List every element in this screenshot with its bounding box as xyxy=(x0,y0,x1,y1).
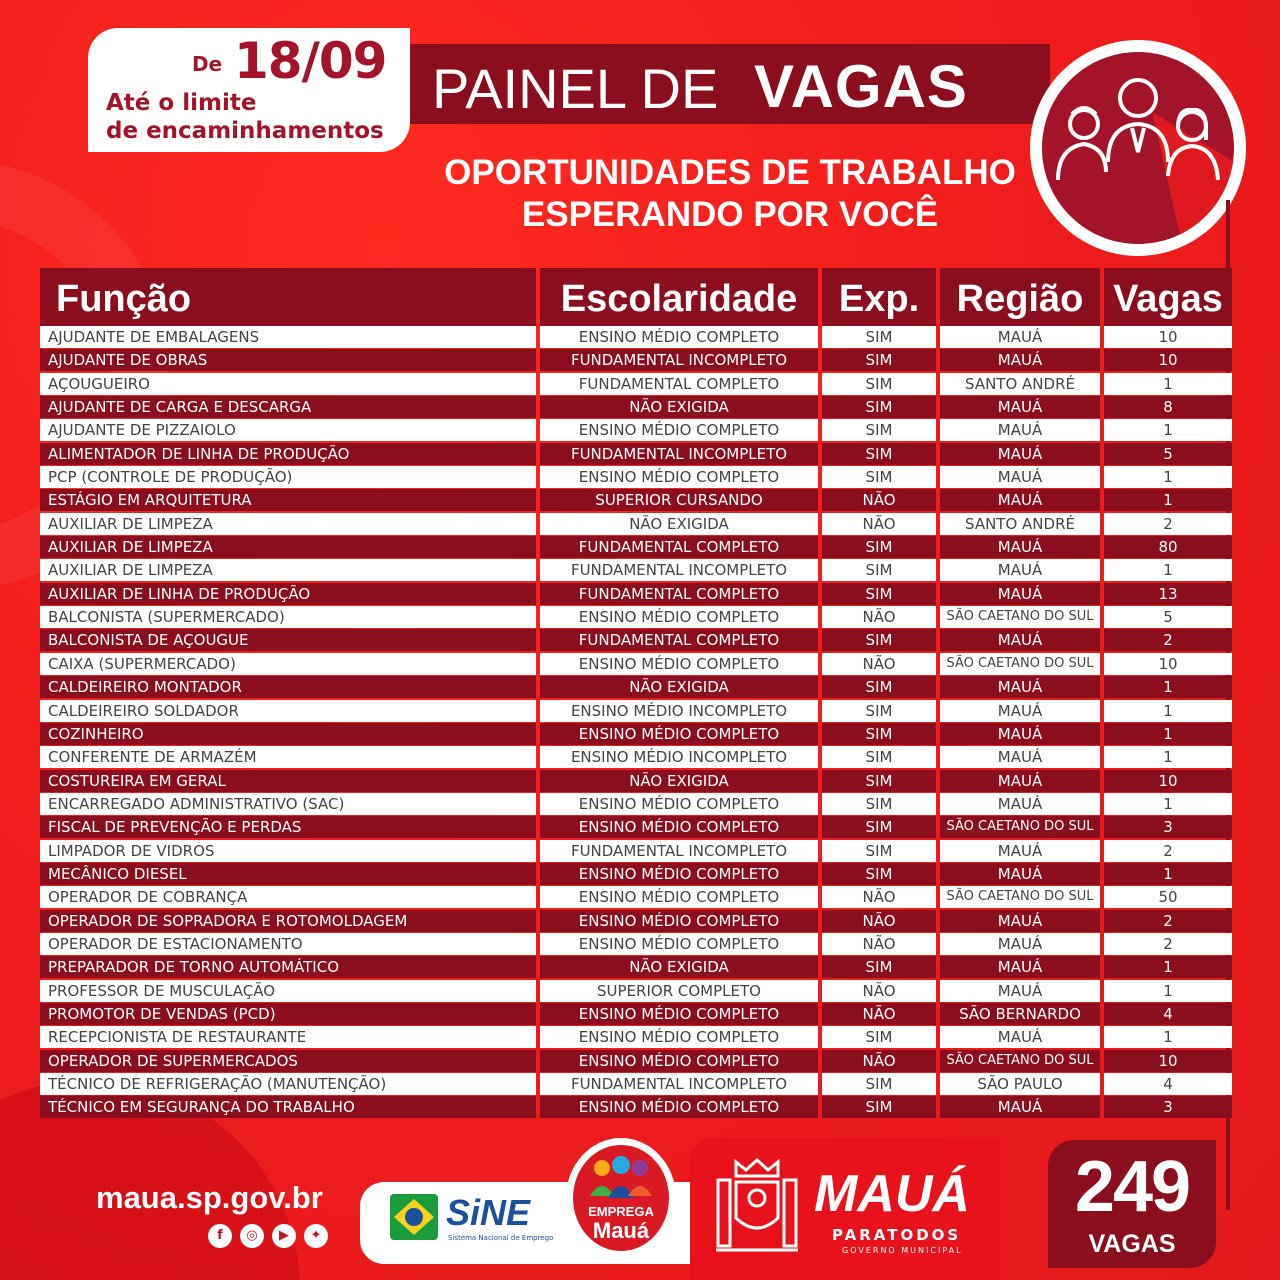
cell-regiao: MAUÁ xyxy=(940,583,1100,605)
cell-funcao: BALCONISTA DE AÇOUGUE xyxy=(40,629,536,651)
cell-vagas: 10 xyxy=(1104,349,1232,371)
cell-funcao: FISCAL DE PREVENÇÃO E PERDAS xyxy=(40,816,536,838)
table-row xyxy=(40,513,1232,536)
cell-funcao: AJUDANTE DE OBRAS xyxy=(40,349,536,371)
table-row xyxy=(40,653,1232,676)
cell-exp: SIM xyxy=(822,629,936,651)
cell-vagas: 4 xyxy=(1104,1003,1232,1025)
cell-escolaridade: FUNDAMENTAL COMPLETO xyxy=(540,583,818,605)
cell-vagas: 10 xyxy=(1104,1050,1232,1072)
cell-regiao: MAUÁ xyxy=(940,419,1100,441)
cell-escolaridade: SUPERIOR CURSANDO xyxy=(540,489,818,511)
website-url[interactable]: maua.sp.gov.br xyxy=(96,1180,323,1215)
cell-escolaridade: FUNDAMENTAL INCOMPLETO xyxy=(540,1073,818,1095)
cell-exp: NÃO xyxy=(822,1003,936,1025)
cell-escolaridade: FUNDAMENTAL COMPLETO xyxy=(540,629,818,651)
page-title xyxy=(410,44,1050,124)
youtube-icon[interactable]: ▶ xyxy=(272,1224,296,1248)
cell-funcao: AUXILIAR DE LIMPEZA xyxy=(40,513,536,535)
maua-slogan: PARATODOS xyxy=(832,1226,962,1244)
start-date: 18/09 xyxy=(234,32,387,90)
cell-exp: SIM xyxy=(822,583,936,605)
cell-vagas: 5 xyxy=(1104,443,1232,465)
table-row xyxy=(40,700,1232,723)
table-row xyxy=(40,1073,1232,1096)
title-bold: VAGAS xyxy=(754,53,968,120)
cell-vagas: 1 xyxy=(1104,700,1232,722)
table-header xyxy=(40,268,1232,326)
cell-escolaridade: FUNDAMENTAL COMPLETO xyxy=(540,373,818,395)
cell-escolaridade: ENSINO MÉDIO COMPLETO xyxy=(540,466,818,488)
cell-regiao: SÃO PAULO xyxy=(940,1073,1100,1095)
cell-funcao: PROMOTOR DE VENDAS (PCD) xyxy=(40,1003,536,1025)
table-row xyxy=(40,536,1232,559)
title-light: PAINEL DE xyxy=(432,57,719,120)
cell-funcao: AJUDANTE DE PIZZAIOLO xyxy=(40,419,536,441)
cell-funcao: CALDEIREIRO SOLDADOR xyxy=(40,700,536,722)
table-row xyxy=(40,419,1232,442)
cell-regiao: MAUÁ xyxy=(940,980,1100,1002)
cell-funcao: OPERADOR DE ESTACIONAMENTO xyxy=(40,933,536,955)
cell-funcao: CAIXA (SUPERMERCADO) xyxy=(40,653,536,675)
column-header-exp: Exp. xyxy=(822,268,936,326)
cell-vagas: 4 xyxy=(1104,1073,1232,1095)
cell-escolaridade: ENSINO MÉDIO COMPLETO xyxy=(540,933,818,955)
instagram-icon[interactable]: ◎ xyxy=(240,1224,264,1248)
table-row xyxy=(40,373,1232,396)
cell-regiao: MAUÁ xyxy=(940,933,1100,955)
cell-funcao: ENCARREGADO ADMINISTRATIVO (SAC) xyxy=(40,793,536,815)
maua-wordmark: MAUÁ xyxy=(814,1165,970,1223)
table-body xyxy=(40,326,1232,1120)
cell-regiao: MAUÁ xyxy=(940,396,1100,418)
cell-vagas: 8 xyxy=(1104,396,1232,418)
cell-escolaridade: FUNDAMENTAL INCOMPLETO xyxy=(540,840,818,862)
total-label: VAGAS xyxy=(1088,1230,1176,1258)
cell-exp: NÃO xyxy=(822,886,936,908)
sine-wordmark: SiNE xyxy=(446,1192,531,1233)
column-header-vagas: Vagas xyxy=(1104,268,1232,326)
cell-funcao: CONFERENTE DE ARMAZÉM xyxy=(40,746,536,768)
table-row xyxy=(40,1096,1232,1119)
brazil-flag-icon xyxy=(390,1194,438,1240)
cell-exp: SIM xyxy=(822,1026,936,1048)
cell-vagas: 1 xyxy=(1104,559,1232,581)
cell-regiao: SÃO CAETANO DO SUL xyxy=(940,1050,1100,1072)
cell-vagas: 50 xyxy=(1104,886,1232,908)
cell-vagas: 10 xyxy=(1104,770,1232,792)
cell-regiao: MAUÁ xyxy=(940,349,1100,371)
cell-regiao: MAUÁ xyxy=(940,863,1100,885)
cell-regiao: MAUÁ xyxy=(940,746,1100,768)
cell-exp: SIM xyxy=(822,443,936,465)
emprega-label: Mauá xyxy=(592,1218,650,1243)
emprega-maua-logo xyxy=(566,1138,676,1258)
people-icon xyxy=(588,1156,654,1202)
table-row xyxy=(40,746,1232,769)
cell-funcao: CALDEIREIRO MONTADOR xyxy=(40,676,536,698)
cell-exp: SIM xyxy=(822,746,936,768)
city-crest-icon xyxy=(714,1158,800,1258)
cell-vagas: 2 xyxy=(1104,629,1232,651)
cell-regiao: MAUÁ xyxy=(940,536,1100,558)
table-row xyxy=(40,559,1232,582)
cell-funcao: ALIMENTADOR DE LINHA DE PRODUÇÃO xyxy=(40,443,536,465)
cell-regiao: MAUÁ xyxy=(940,1026,1100,1048)
cell-escolaridade: NÃO EXIGIDA xyxy=(540,396,818,418)
cell-funcao: COZINHEIRO xyxy=(40,723,536,745)
cell-exp: SIM xyxy=(822,466,936,488)
cell-exp: SIM xyxy=(822,863,936,885)
cell-vagas: 1 xyxy=(1104,419,1232,441)
table-row xyxy=(40,886,1232,909)
table-row xyxy=(40,676,1232,699)
cell-exp: SIM xyxy=(822,816,936,838)
table-row xyxy=(40,349,1232,372)
cell-funcao: PREPARADOR DE TORNO AUTOMÁTICO xyxy=(40,956,536,978)
cell-exp: SIM xyxy=(822,349,936,371)
cell-escolaridade: ENSINO MÉDIO COMPLETO xyxy=(540,653,818,675)
cell-exp: SIM xyxy=(822,373,936,395)
table-row xyxy=(40,816,1232,839)
workers-icon xyxy=(1042,52,1234,244)
cell-funcao: PROFESSOR DE MUSCULAÇÃO xyxy=(40,980,536,1002)
cell-funcao: BALCONISTA (SUPERMERCADO) xyxy=(40,606,536,628)
cell-funcao: AÇOUGUEIRO xyxy=(40,373,536,395)
sine-tagline: Sistema Nacional de Emprego xyxy=(448,1234,554,1242)
cell-funcao: COSTUREIRA EM GERAL xyxy=(40,770,536,792)
cell-vagas: 3 xyxy=(1104,816,1232,838)
cell-regiao: MAUÁ xyxy=(940,629,1100,651)
cell-regiao: SÃO CAETANO DO SUL xyxy=(940,653,1100,675)
cell-escolaridade: ENSINO MÉDIO COMPLETO xyxy=(540,886,818,908)
cell-regiao: SÃO BERNARDO xyxy=(940,1003,1100,1025)
cell-exp: NÃO xyxy=(822,606,936,628)
cell-escolaridade: FUNDAMENTAL INCOMPLETO xyxy=(540,349,818,371)
cell-funcao: TÉCNICO EM SEGURANÇA DO TRABALHO xyxy=(40,1096,536,1118)
table-row xyxy=(40,910,1232,933)
cell-exp: SIM xyxy=(822,1073,936,1095)
social-links xyxy=(208,1224,328,1248)
table-row xyxy=(40,980,1232,1003)
table-row xyxy=(40,583,1232,606)
cell-exp: NÃO xyxy=(822,489,936,511)
cell-regiao: MAUÁ xyxy=(940,559,1100,581)
cell-exp: SIM xyxy=(822,840,936,862)
maua-logo xyxy=(690,1138,1000,1280)
page-subtitle xyxy=(420,152,1040,236)
cell-escolaridade: FUNDAMENTAL INCOMPLETO xyxy=(540,443,818,465)
cell-funcao: AJUDANTE DE EMBALAGENS xyxy=(40,326,536,348)
cell-escolaridade: ENSINO MÉDIO COMPLETO xyxy=(540,1003,818,1025)
cell-escolaridade: ENSINO MÉDIO COMPLETO xyxy=(540,326,818,348)
cell-vagas: 1 xyxy=(1104,723,1232,745)
cell-exp: SIM xyxy=(822,723,936,745)
column-header-escolaridade: Escolaridade xyxy=(540,268,818,326)
cell-exp: NÃO xyxy=(822,910,936,932)
cell-exp: NÃO xyxy=(822,1050,936,1072)
cell-escolaridade: FUNDAMENTAL INCOMPLETO xyxy=(540,559,818,581)
cell-regiao: MAUÁ xyxy=(940,466,1100,488)
cell-escolaridade: ENSINO MÉDIO COMPLETO xyxy=(540,910,818,932)
cell-regiao: SÃO CAETANO DO SUL xyxy=(940,606,1100,628)
cell-funcao: TÉCNICO DE REFRIGERAÇÃO (MANUTENÇÃO) xyxy=(40,1073,536,1095)
twitter-icon[interactable]: ✦ xyxy=(304,1224,328,1248)
table-row xyxy=(40,466,1232,489)
table-row xyxy=(40,326,1232,349)
cell-exp: NÃO xyxy=(822,933,936,955)
cell-vagas: 1 xyxy=(1104,956,1232,978)
cell-exp: SIM xyxy=(822,700,936,722)
cell-regiao: MAUÁ xyxy=(940,489,1100,511)
cell-vagas: 3 xyxy=(1104,1096,1232,1118)
cell-funcao: LIMPADOR DE VIDROS xyxy=(40,840,536,862)
cell-escolaridade: NÃO EXIGIDA xyxy=(540,513,818,535)
cell-exp: SIM xyxy=(822,793,936,815)
cell-vagas: 5 xyxy=(1104,606,1232,628)
cell-escolaridade: ENSINO MÉDIO INCOMPLETO xyxy=(540,700,818,722)
cell-escolaridade: ENSINO MÉDIO COMPLETO xyxy=(540,419,818,441)
cell-vagas: 2 xyxy=(1104,840,1232,862)
cell-escolaridade: ENSINO MÉDIO COMPLETO xyxy=(540,606,818,628)
cell-funcao: PCP (CONTROLE DE PRODUÇÃO) xyxy=(40,466,536,488)
cell-vagas: 1 xyxy=(1104,863,1232,885)
cell-escolaridade: ENSINO MÉDIO COMPLETO xyxy=(540,793,818,815)
cell-escolaridade: NÃO EXIGIDA xyxy=(540,956,818,978)
cell-vagas: 1 xyxy=(1104,466,1232,488)
cell-exp: SIM xyxy=(822,536,936,558)
cell-vagas: 1 xyxy=(1104,373,1232,395)
table-row xyxy=(40,1026,1232,1049)
until-text: de encaminhamentos xyxy=(106,118,384,144)
cell-regiao: SÃO CAETANO DO SUL xyxy=(940,816,1100,838)
cell-exp: SIM xyxy=(822,326,936,348)
cell-funcao: AUXILIAR DE LINHA DE PRODUÇÃO xyxy=(40,583,536,605)
column-header-regiao: Região xyxy=(940,268,1100,326)
subtitle-line: OPORTUNIDADES DE TRABALHO xyxy=(444,153,1016,192)
table-row xyxy=(40,443,1232,466)
cell-regiao: MAUÁ xyxy=(940,770,1100,792)
cell-exp: SIM xyxy=(822,396,936,418)
column-header-funcao: Função xyxy=(40,268,536,326)
cell-vagas: 1 xyxy=(1104,746,1232,768)
cell-vagas: 10 xyxy=(1104,653,1232,675)
cell-exp: NÃO xyxy=(822,513,936,535)
cell-regiao: MAUÁ xyxy=(940,956,1100,978)
cell-exp: SIM xyxy=(822,770,936,792)
maua-government: GOVERNO MUNICIPAL xyxy=(842,1246,963,1255)
cell-funcao: ESTÁGIO EM ARQUITETURA xyxy=(40,489,536,511)
cell-regiao: MAUÁ xyxy=(940,840,1100,862)
cell-escolaridade: ENSINO MÉDIO COMPLETO xyxy=(540,723,818,745)
table-row xyxy=(40,396,1232,419)
cell-escolaridade: ENSINO MÉDIO COMPLETO xyxy=(540,1050,818,1072)
cell-vagas: 2 xyxy=(1104,933,1232,955)
table-row xyxy=(40,629,1232,652)
cell-regiao: MAUÁ xyxy=(940,910,1100,932)
cell-regiao: MAUÁ xyxy=(940,700,1100,722)
cell-vagas: 1 xyxy=(1104,980,1232,1002)
table-row xyxy=(40,1003,1232,1026)
cell-funcao: OPERADOR DE COBRANÇA xyxy=(40,886,536,908)
date-prefix: De xyxy=(192,52,223,76)
cell-funcao: AUXILIAR DE LIMPEZA xyxy=(40,559,536,581)
total-number: 249 xyxy=(1074,1147,1190,1227)
cell-vagas: 10 xyxy=(1104,326,1232,348)
cell-regiao: SANTO ANDRÉ xyxy=(940,373,1100,395)
cell-exp: SIM xyxy=(822,419,936,441)
until-text: Até o limite xyxy=(106,90,257,116)
total-vacancies xyxy=(1048,1140,1216,1268)
cell-funcao: AJUDANTE DE CARGA E DESCARGA xyxy=(40,396,536,418)
cell-exp: SIM xyxy=(822,956,936,978)
cell-vagas: 1 xyxy=(1104,1026,1232,1048)
cell-funcao: OPERADOR DE SUPERMERCADOS xyxy=(40,1050,536,1072)
cell-vagas: 13 xyxy=(1104,583,1232,605)
cell-escolaridade: ENSINO MÉDIO COMPLETO xyxy=(540,1096,818,1118)
workers-emblem xyxy=(1030,40,1246,256)
cell-regiao: SANTO ANDRÉ xyxy=(940,513,1100,535)
cell-regiao: MAUÁ xyxy=(940,443,1100,465)
cell-regiao: MAUÁ xyxy=(940,793,1100,815)
cell-exp: NÃO xyxy=(822,653,936,675)
emprega-label: EMPREGA xyxy=(588,1204,654,1219)
cell-exp: SIM xyxy=(822,676,936,698)
cell-vagas: 1 xyxy=(1104,489,1232,511)
table-row xyxy=(40,793,1232,816)
cell-funcao: RECEPCIONISTA DE RESTAURANTE xyxy=(40,1026,536,1048)
facebook-icon[interactable]: f xyxy=(208,1224,232,1248)
cell-exp: SIM xyxy=(822,559,936,581)
cell-regiao: MAUÁ xyxy=(940,723,1100,745)
table-row xyxy=(40,770,1232,793)
cell-funcao: MECÂNICO DIESEL xyxy=(40,863,536,885)
cell-regiao: MAUÁ xyxy=(940,1096,1100,1118)
date-badge xyxy=(88,28,410,152)
cell-escolaridade: ENSINO MÉDIO COMPLETO xyxy=(540,863,818,885)
cell-exp: NÃO xyxy=(822,980,936,1002)
cell-escolaridade: ENSINO MÉDIO COMPLETO xyxy=(540,1026,818,1048)
table-row xyxy=(40,1050,1232,1073)
cell-escolaridade: NÃO EXIGIDA xyxy=(540,770,818,792)
cell-exp: SIM xyxy=(822,1096,936,1118)
cell-vagas: 1 xyxy=(1104,793,1232,815)
cell-escolaridade: NÃO EXIGIDA xyxy=(540,676,818,698)
cell-vagas: 80 xyxy=(1104,536,1232,558)
cell-funcao: AUXILIAR DE LIMPEZA xyxy=(40,536,536,558)
cell-vagas: 1 xyxy=(1104,676,1232,698)
table-row xyxy=(40,956,1232,979)
cell-regiao: SÃO CAETANO DO SUL xyxy=(940,886,1100,908)
cell-regiao: MAUÁ xyxy=(940,326,1100,348)
table-row xyxy=(40,863,1232,886)
cell-funcao: OPERADOR DE SOPRADORA E ROTOMOLDAGEM xyxy=(40,910,536,932)
cell-escolaridade: ENSINO MÉDIO COMPLETO xyxy=(540,816,818,838)
table-row xyxy=(40,606,1232,629)
cell-regiao: MAUÁ xyxy=(940,676,1100,698)
table-row xyxy=(40,933,1232,956)
cell-escolaridade: ENSINO MÉDIO INCOMPLETO xyxy=(540,746,818,768)
cell-vagas: 2 xyxy=(1104,513,1232,535)
cell-vagas: 2 xyxy=(1104,910,1232,932)
cell-escolaridade: SUPERIOR COMPLETO xyxy=(540,980,818,1002)
table-row xyxy=(40,840,1232,863)
subtitle-line: ESPERANDO POR VOCÊ xyxy=(521,195,939,234)
table-row xyxy=(40,723,1232,746)
cell-escolaridade: FUNDAMENTAL COMPLETO xyxy=(540,536,818,558)
table-row xyxy=(40,489,1232,512)
jobs-table xyxy=(40,268,1232,1120)
